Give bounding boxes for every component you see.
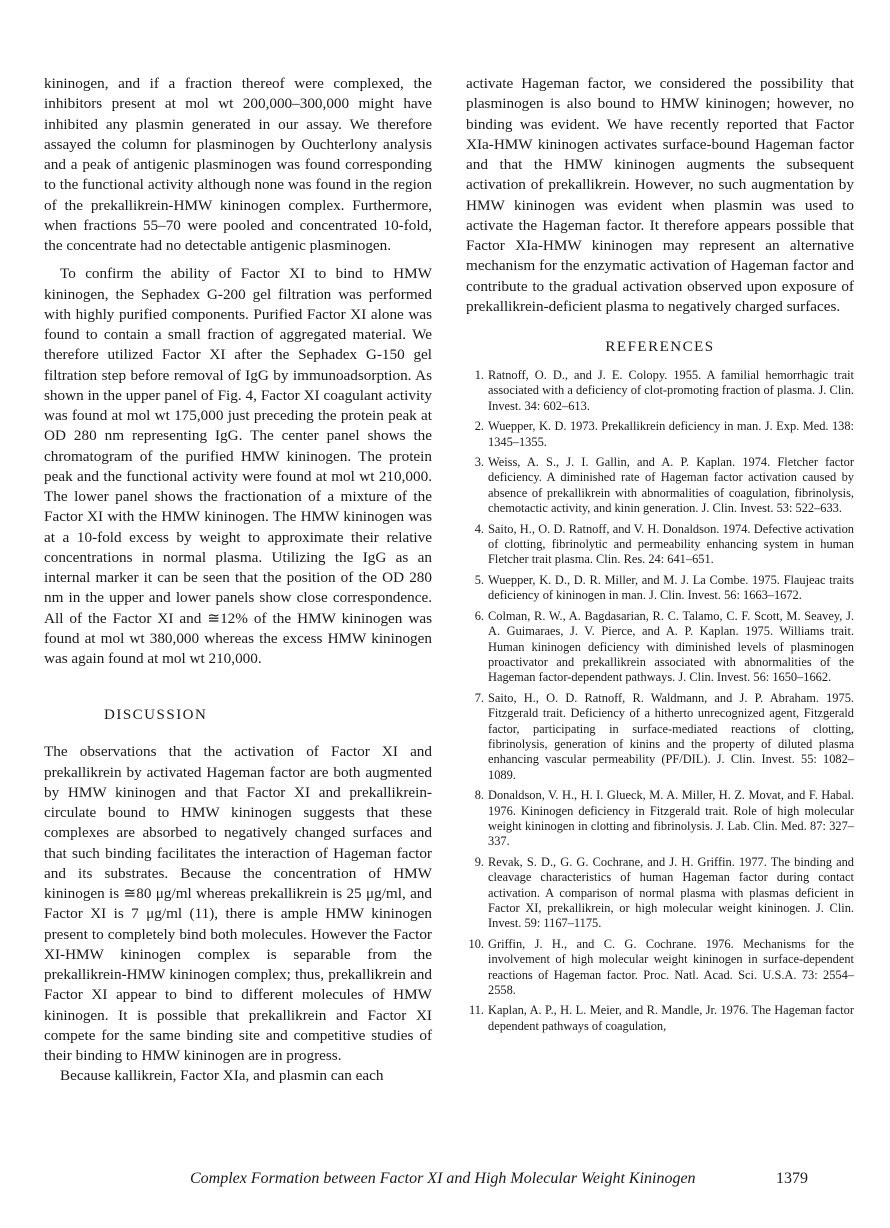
reference-number: 2. (474, 419, 484, 434)
reference-number: 1. (474, 368, 484, 382)
reference-text: Saito, H., O. D. Ratnoff, R. Waldmann, and J. P. Abraham. 1975. Fitzgerald trait. Deficiency of a hitherto unrecognized agent, Fitzgerald factor, participating in surface-mediated reactions of clotting, fibrinolysis, generation of kinins and the property of diluted plasma enhancing vascular permeability (PF/DIL). J. Clin. Invest. 55: 1082–1089. (488, 690, 854, 782)
reference-number: 4. (474, 521, 484, 536)
reference-text: Ratnoff, O. D., and J. E. Colopy. 1955. A familial hemorrhagic trait associated with a deficiency of clot-promoting fraction of plasma. J. Clin. Invest. 34: 602–613. (488, 368, 854, 413)
paragraph-discussion: The observations that the activation of Factor XI and prekallikrein by activated Hageman factor are both augmented by HMW kininogen and that Factor XI and prekallikrein-circulate bound to HMW kininogen suggests that these complexes are absorbed to negatively changed surfaces and that such binding facilitates the interaction of Hageman factor and its substrates. Because the concentration of HMW kininogen is ≅80 μg/ml whereas prekallikrein is 25 μg/ml, and Factor XI is 7 μg/ml (11), there is ample HMW kininogen present to completely bind both molecules. However the Factor XI-HMW kininogen complex is separable from the prekallikrein-HMW kininogen complex; thus, prekallikrein and Factor XI appear to bind to different molecules of HMW kininogen. It is possible that prekallikrein and Factor XI compete for the same binding site and competitive studies of their binding to HMW kininogen are in progress. (44, 743, 432, 1064)
reference-number: 9. (474, 854, 484, 869)
reference-item (466, 368, 854, 414)
reference-number: 8. (474, 788, 484, 803)
reference-number: 6. (474, 608, 484, 623)
paragraph-factor-xi-binding: To confirm the ability of Factor XI to bind to HMW kininogen, the Sephadex G-200 gel filtration was performed with highly purified components. Purified Factor XI alone was found to contain a small fraction of aggregated material. We therefore utilized Factor XI after the Sephadex G-150 gel filtration step before removal of IgG by immunoadsorption. As shown in the upper panel of Fig. 4, Factor XI coagulant activity was found at mol wt 175,000 just preceding the protein peak at OD 280 nm representing IgG. The center panel shows the chromatogram of the purified HMW kininogen. The protein peak and the functional activity were found at mol wt 210,000. The lower panel shows the fractionation of a mixture of the Factor XI with the HMW kininogen. The HMW kininogen was at a 10-fold excess by weight to approximate their relative concentrations in normal plasma. Utilizing the IgG as an internal marker it can be seen that the position of the OD 280 nm in the upper and lower panels show close correspondence. All of the Factor XI and ≅12% of the HMW kininogen was found at mol wt 380,000 whereas the excess HMW kininogen was again found at mol wt 210,000. (44, 265, 432, 667)
reference-item (466, 1003, 854, 1034)
paragraph-plasminogen-assay: kininogen, and if a fraction thereof were complexed, the inhibitors present at mol wt 200,000–300,000 might have inhibited any plasmin generated in our assay. We therefore assayed the column for plasminogen by Ouchterlony analysis and a peak of antigenic plasminogen was found corresponding to the functional activity although none was found in the region of the prekallikrein-HMW kininogen complex. Furthermore, when fractions 55–70 were pooled and concentrated 10-fold, the concentrate had no detectable antigenic plasminogen. (44, 75, 432, 254)
reference-item (466, 522, 854, 568)
reference-number: 7. (474, 690, 484, 705)
left-column (44, 74, 432, 1087)
reference-number: 3. (474, 455, 484, 470)
right-column (466, 74, 854, 1039)
reference-text: Saito, H., O. D. Ratnoff, and V. H. Donaldson. 1974. Defective activation of clotting, fibrinolytic and permeability enhancing system in human Fletcher trait plasma. Clin. Res. 24: 641–651. (488, 521, 854, 567)
reference-number: 10. (468, 936, 484, 951)
paragraph-kallikrein: Because kallikrein, Factor XIa, and plasmin can each (60, 1067, 384, 1085)
discussion-heading: DISCUSSION (104, 707, 208, 724)
reference-item (466, 855, 854, 932)
reference-item (466, 937, 854, 999)
reference-text: Donaldson, V. H., H. I. Glueck, M. A. Miller, H. Z. Movat, and F. Habal. 1976. Kininogen deficiency in Fitzgerald trait. Role of high molecular weight kininogen in clotting and fibrinolysis. J. Lab. Clin. Med. 87: 327–337. (488, 788, 854, 849)
reference-number: 11. (468, 1003, 484, 1018)
paragraph-hageman-activation: activate Hageman factor, we considered the possibility that plasminogen is also bound to HMW kininogen; however, no binding was evident. We have recently reported that Factor XIa-HMW kininogen activates surface-bound Hageman factor and that the HMW kininogen augments the subsequent activation of prekallikrein. However, no such augmentation by HMW kininogen was evident when plasmin was used to activate the Hageman factor. It therefore appears possible that Factor XIa-HMW kininogen may represent an alternative mechanism for the enzymatic activation of Hageman factor and contribute to the gradual activation observed upon exposure of prekallikrein-deficient plasma to negatively charged surfaces. (466, 75, 854, 315)
reference-text: Griffin, J. H., and C. G. Cochrane. 1976. Mechanisms for the involvement of high molecular weight kininogen in surface-dependent reactions of Hageman factor. Proc. Natl. Acad. Sci. U.S.A. 73: 2554–2558. (488, 936, 854, 998)
reference-item (466, 419, 854, 450)
reference-item (466, 455, 854, 517)
page-number: 1379 (776, 1170, 808, 1187)
reference-text: Weiss, A. S., J. I. Gallin, and A. P. Kaplan. 1974. Fletcher factor deficiency. A diminished rate of Hageman factor activation caused by absence of prekallikrein with abnormalities of coagulation, fibrinolysis, chemotactic activity, and kinin generation. J. Clin. Invest. 53: 522–633. (488, 455, 854, 516)
reference-text: Colman, R. W., A. Bagdasarian, R. C. Talamo, C. F. Scott, M. Seavey, J. A. Guimaraes, J. V. Pierce, and A. P. Kaplan. 1975. Williams trait. Human kininogen deficiency with diminished levels of plasminogen proactivator and prekallikrein associated with abnormalities of the Hageman factor-dependent pathways. J. Clin. Invest. 56: 1650–1662. (488, 608, 854, 685)
reference-item (466, 788, 854, 850)
reference-text: Revak, S. D., G. G. Cochrane, and J. H. Griffin. 1977. The binding and cleavage characteristics of human Hageman factor during contact activation. A comparison of normal plasma with plasmas deficient in Factor XI, prekallikrein, or high molecular weight kininogen. J. Clin. Invest. 59: 1167–1175. (488, 854, 854, 931)
reference-item (466, 691, 854, 783)
reference-text: Wuepper, K. D. 1973. Prekallikrein deficiency in man. J. Exp. Med. 138: 1345–1355. (488, 419, 854, 449)
reference-list (466, 368, 854, 1034)
running-title: Complex Formation between Factor XI and High Molecular Weight Kininogen (190, 1170, 696, 1187)
reference-text: Kaplan, A. P., H. L. Meier, and R. Mandle, Jr. 1976. The Hageman factor dependent pathways of coagulation, (488, 1003, 854, 1033)
reference-number: 5. (474, 572, 484, 587)
reference-item (466, 609, 854, 686)
references-heading: REFERENCES (605, 339, 715, 355)
reference-text: Wuepper, K. D., D. R. Miller, and M. J. La Combe. 1975. Flaujeac traits deficiency of kininogen in man. J. Clin. Invest. 56: 1663–1672. (488, 572, 854, 603)
reference-item (466, 573, 854, 604)
